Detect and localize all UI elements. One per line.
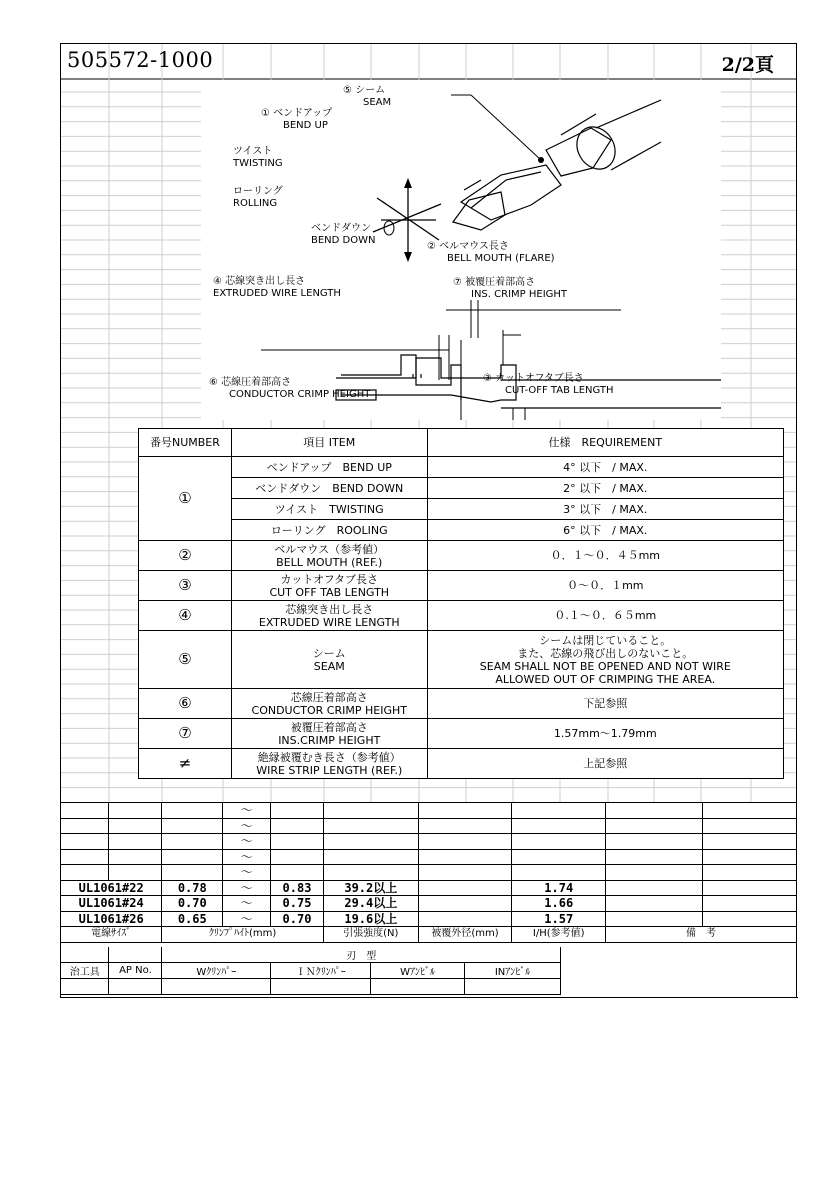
wire-size: UL1061#26 xyxy=(61,911,162,927)
req-bend-up: 4° 以下 / MAX. xyxy=(427,457,783,478)
label-extruded: ④ 芯線突き出し長さ EXTRUDED WIRE LENGTH xyxy=(213,276,341,299)
tilde: ～ xyxy=(223,911,271,927)
tilde: ～ xyxy=(223,818,271,834)
header-tensile: 引張強度(N) xyxy=(323,927,418,943)
header-crimp-height: ｸﾘﾝﾌﾟﾊｲﾄ(mm) xyxy=(162,927,324,943)
bottom-right-rule xyxy=(721,997,798,998)
table-row xyxy=(61,911,796,927)
in-crimper-label: ＩＮｸﾘﾝﾊﾟｰ xyxy=(271,963,371,979)
row-number-7: ⑦ xyxy=(139,719,232,749)
tensile: 19.6以上 xyxy=(323,911,418,927)
req-twisting: 3° 以下 / MAX. xyxy=(427,499,783,520)
req-ins-crimp: 1.57mm～1.79mm xyxy=(427,719,783,749)
label-rolling: ローリング ROLLING xyxy=(233,186,283,209)
tensile: 29.4以上 xyxy=(323,896,418,912)
item-bend-down: ベンドダウン BEND DOWN xyxy=(231,478,427,499)
tilde: ～ xyxy=(223,834,271,850)
ih-ref: 1.74 xyxy=(512,880,606,896)
tilde: ～ xyxy=(223,865,271,881)
row-number-6: ⑥ xyxy=(139,689,232,719)
wire-size: UL1061#24 xyxy=(61,896,162,912)
w-crimper-label: Wｸﾘﾝﾊﾟｰ xyxy=(162,963,271,979)
req-seam: シームは閉じていること。 また、芯線の飛び出しのないこと。 SEAM SHALL NOT BE OPENED AND NOT WIRE ALLOWED OUT OF CRIMPING THE AREA. xyxy=(427,631,783,689)
req-wire-strip: 上記参照 xyxy=(427,749,783,779)
req-cutoff: ０～０．１mm xyxy=(427,571,783,601)
tilde: ～ xyxy=(223,803,271,819)
table-row xyxy=(61,880,796,896)
header-remarks: 備 考 xyxy=(606,927,796,943)
label-bend-up: ① ベンドアップ BEND UP xyxy=(261,108,333,131)
wire-size: UL1061#22 xyxy=(61,880,162,896)
item-extruded: 芯線突き出し長さ EXTRUDED WIRE LENGTH xyxy=(231,601,427,631)
item-bend-up: ベンドアップ BEND UP xyxy=(231,457,427,478)
label-twisting: ツイスト TWISTING xyxy=(233,146,283,169)
item-bell-mouth: ベルマウス（参考値） BELL MOUTH (REF.) xyxy=(231,541,427,571)
header-wire-size: 電線ｻｲｽﾞ xyxy=(61,927,162,943)
ih-ref: 1.66 xyxy=(512,896,606,912)
req-bell-mouth: ０．１～０．４５mm xyxy=(427,541,783,571)
crimp-max: 0.75 xyxy=(271,896,324,912)
row-number-3: ③ xyxy=(139,571,232,601)
req-bend-down: 2° 以下 / MAX. xyxy=(427,478,783,499)
jig-label: 治工具 xyxy=(61,963,109,979)
label-cutoff-tab: ③ カットオフタブ長さ CUT-OFF TAB LENGTH xyxy=(483,373,614,396)
row-number-4: ④ xyxy=(139,601,232,631)
in-anvil-label: INｱﾝﾋﾞﾙ xyxy=(465,963,561,979)
header-requirement: 仕様 REQUIREMENT xyxy=(427,429,783,457)
req-rolling: 6° 以下 / MAX. xyxy=(427,520,783,541)
row-number-5: ⑤ xyxy=(139,631,232,689)
row-number-1: ① xyxy=(139,457,232,541)
item-ins-crimp: 被覆圧着部高さ INS.CRIMP HEIGHT xyxy=(231,719,427,749)
tilde: ～ xyxy=(223,849,271,865)
item-wire-strip: 絶縁被覆むき長さ（参考値） WIRE STRIP LENGTH (REF.) xyxy=(231,749,427,779)
ap-number-label: AP No. xyxy=(109,963,162,979)
tooling-table xyxy=(61,947,561,995)
item-cutoff: カットオフタブ長さ CUT OFF TAB LENGTH xyxy=(231,571,427,601)
requirement-table xyxy=(138,428,784,779)
table-row xyxy=(61,896,796,912)
crimp-max: 0.70 xyxy=(271,911,324,927)
row-number-2: ② xyxy=(139,541,232,571)
req-conductor-crimp: 下記参照 xyxy=(427,689,783,719)
req-extruded: ０.１～０．６５mm xyxy=(427,601,783,631)
label-ins-crimp: ⑦ 被覆圧着部高さ INS. CRIMP HEIGHT xyxy=(453,277,568,300)
crimp-min: 0.65 xyxy=(162,911,223,927)
blade-header: 刃 型 xyxy=(162,947,561,963)
drawing-sheet xyxy=(60,43,797,998)
label-conductor-crimp: ⑥ 芯線圧着部高さ CONDUCTOR CRIMP HEIGHT xyxy=(209,377,371,400)
label-seam: ⑤ シーム SEAM xyxy=(343,85,392,108)
tilde: ～ xyxy=(223,896,271,912)
label-bend-down: ベンドダウン BEND DOWN xyxy=(311,223,376,246)
item-seam: シーム SEAM xyxy=(231,631,427,689)
page-number: 2/2頁 xyxy=(721,54,774,76)
crimp-min: 0.70 xyxy=(162,896,223,912)
w-anvil-label: Wｱﾝﾋﾞﾙ xyxy=(371,963,465,979)
header-number: 番号NUMBER xyxy=(139,429,232,457)
header-ih: I/H(参考値) xyxy=(512,927,606,943)
item-rolling: ローリング ROOLING xyxy=(231,520,427,541)
ih-ref: 1.57 xyxy=(512,911,606,927)
part-number: 505572-1000 xyxy=(67,48,214,72)
crimp-max: 0.83 xyxy=(271,880,324,896)
wire-size-table xyxy=(61,802,796,943)
label-bell-mouth: ② ベルマウス長さ BELL MOUTH (FLARE) xyxy=(427,241,555,264)
item-twisting: ツイスト TWISTING xyxy=(231,499,427,520)
tilde: ～ xyxy=(223,880,271,896)
item-conductor-crimp: 芯線圧着部高さ CONDUCTOR CRIMP HEIGHT xyxy=(231,689,427,719)
crimp-min: 0.78 xyxy=(162,880,223,896)
header-outer-diameter: 被覆外径(mm) xyxy=(418,927,512,943)
header-item: 項目 ITEM xyxy=(231,429,427,457)
wire-table-header xyxy=(61,927,796,943)
row-number-8: ≠ xyxy=(139,749,232,779)
tensile: 39.2以上 xyxy=(323,880,418,896)
